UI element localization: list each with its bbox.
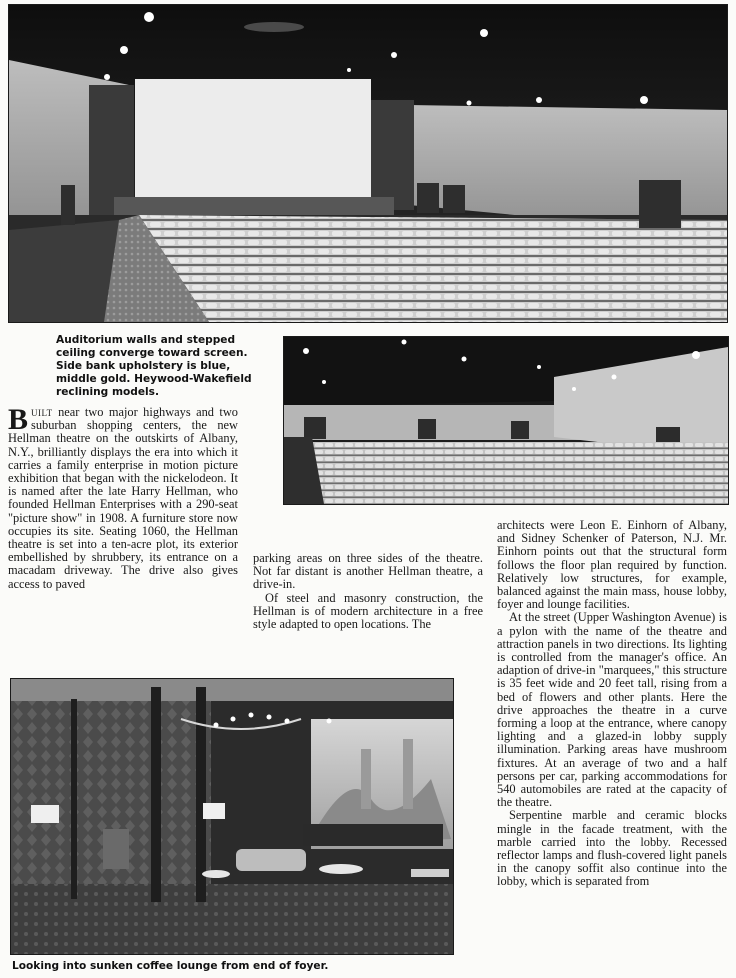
coffee-lounge-photo — [10, 678, 454, 955]
column-3-paragraph-2: At the street (Upper Washington Avenue) is a pylon with the name of the theatre and attraction panels in two directions. Its lighting is controlled from the manager's office. An adaption of drive-in "marquees," this structure is 35 feet wide and 20 feet tall, rising from a bed of flowers and other plants. Here the drive approaches the theatre in a curve forming a loop at the entrance, where canopy lighting and a glazed-in lobby supply illumination. Parking areas have mushroom fixtures. At an average of two and a half persons per car, parking accommodations for 540 automobiles are rated at the capacity of the theatre. — [497, 610, 727, 810]
article-column-3 — [497, 519, 727, 889]
column-2-paragraph-1: parking areas on three sides of the theatre. Not far distant is another Hellman theatre, a drive-in. — [253, 551, 483, 592]
opening-word: uilt — [31, 405, 53, 419]
lounge-caption: Looking into sunken coffee lounge from end of foyer. — [12, 960, 329, 972]
drop-cap: B — [8, 403, 29, 436]
column-2-paragraph-2: Of steel and masonry construction, the Hellman is of modern architecture in a free style adapted to open locations. The — [253, 590, 483, 632]
article-column-1 — [8, 403, 238, 591]
auditorium-caption: Auditorium walls and stepped ceiling converge toward screen. Side bank upholstery is blue, middle gold. Heywood-Wakefield reclining models. — [56, 334, 252, 398]
article-column-2 — [253, 552, 483, 631]
auditorium-screen-photo — [8, 4, 728, 323]
column-3-paragraph-1: architects were Leon E. Einhorn of Albany, and Sidney Schenker of Paterson, N.J. Mr. Einhorn points out that the structural form follows the floor plan required by function. Relatively low structures, for example, balanced against the main mass, house lobby, foyer and lounge facilities. — [497, 518, 727, 612]
auditorium-rear-photo — [283, 336, 729, 505]
column-3-paragraph-3: Serpentine marble and ceramic blocks mingle in the facade treatment, with the marble carried into the lobby. Recessed reflector lamps and flush-covered light panels in the canopy soffit also continue into the lobby, which is separated from — [497, 808, 727, 889]
column-1-paragraph-1: near two major highways and two suburban shopping centers, the new Hellman theatre on the outskirts of Albany, N.Y., brilliantly displays the era into which it carries a family enterprise in motion picture exhibition that began with the nickelodeon. It is named after the late Harry Hellman, who founded Hellman Enterprises with a 290-seat "picture show" in 1908. A furniture store now occupies its site. Seating 1060, the Hellman theatre is set into a ten-acre plot, its exterior embellished by shrubbery, its entrance on a macadam driveway. The drive also gives access to paved — [8, 405, 238, 591]
